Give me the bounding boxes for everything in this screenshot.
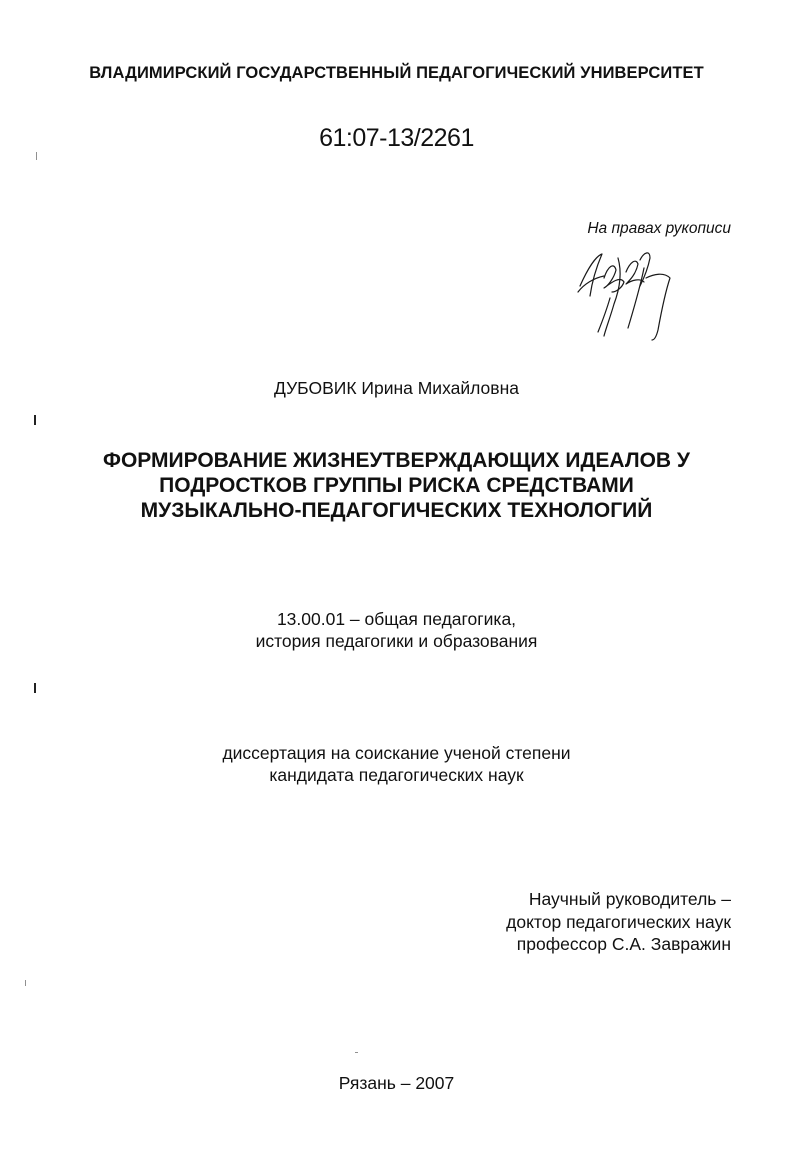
scan-mark bbox=[34, 415, 36, 425]
scan-mark bbox=[355, 1052, 358, 1053]
scan-mark bbox=[25, 980, 26, 986]
title-line: ФОРМИРОВАНИЕ ЖИЗНЕУТВЕРЖДАЮЩИХ ИДЕАЛОВ У bbox=[103, 449, 690, 472]
dissertation-title bbox=[0, 448, 793, 523]
university-name: ВЛАДИМИРСКИЙ ГОСУДАРСТВЕННЫЙ ПЕДАГОГИЧЕСКИЙ УНИВЕРСИТЕТ bbox=[89, 64, 704, 82]
author-name: ДУБОВИК Ирина Михайловна bbox=[274, 378, 519, 398]
supervisor-line: Научный руководитель – bbox=[528, 889, 731, 909]
title-line: МУЗЫКАЛЬНО-ПЕДАГОГИЧЕСКИХ ТЕХНОЛОГИЙ bbox=[140, 499, 653, 522]
scan-mark bbox=[34, 683, 36, 693]
degree-statement bbox=[0, 742, 793, 786]
degree-line: кандидата педагогических наук bbox=[269, 765, 524, 785]
scientific-supervisor bbox=[506, 888, 731, 956]
specialty-line: 13.00.01 – общая педагогика, bbox=[276, 609, 517, 629]
place-and-year: Рязань – 2007 bbox=[338, 1073, 455, 1093]
manuscript-rights-note: На правах рукописи bbox=[587, 220, 731, 237]
scan-mark bbox=[36, 152, 37, 160]
handwritten-signature bbox=[574, 248, 684, 343]
supervisor-line: профессор С.А. Завражин bbox=[516, 934, 731, 954]
catalog-code: 61:07-13/2261 bbox=[319, 124, 474, 152]
supervisor-line: доктор педагогических наук bbox=[506, 911, 731, 932]
degree-line: диссертация на соискание ученой степени bbox=[222, 743, 571, 763]
specialty bbox=[0, 608, 793, 652]
specialty-line: история педагогики и образования bbox=[255, 631, 538, 651]
title-line: ПОДРОСТКОВ ГРУППЫ РИСКА СРЕДСТВАМИ bbox=[159, 474, 634, 497]
